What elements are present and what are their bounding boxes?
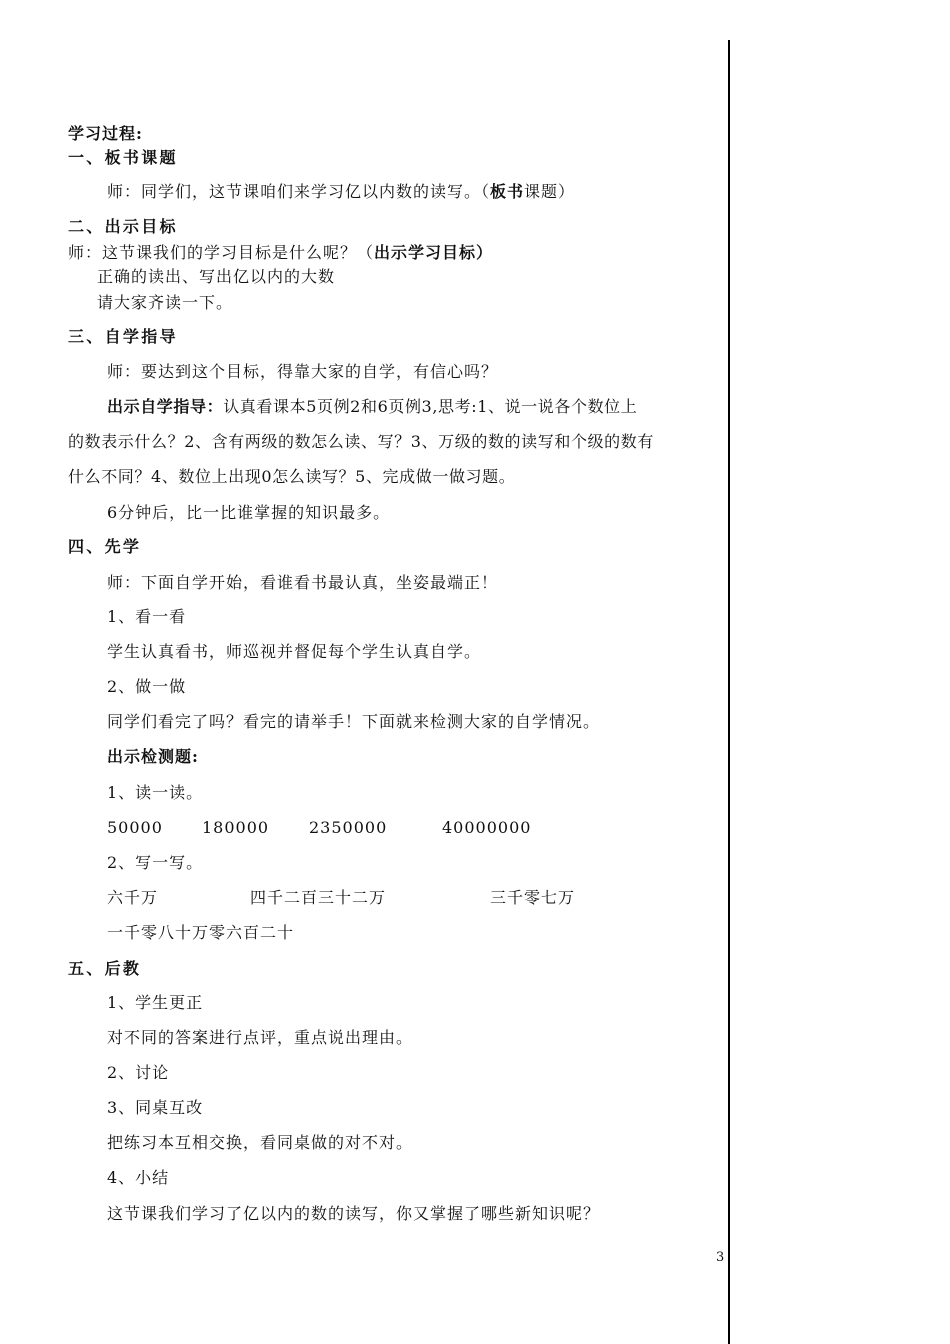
s3-guide-line-2: 的数表示什么？2、含有两级的数怎么读、写？3、万级的数的读写和个级的数有 [68, 432, 654, 451]
s4-write-task: 2、写一写。 [107, 853, 204, 872]
process-title: 学习过程: [68, 124, 143, 143]
number-item: 40000000 [442, 818, 532, 837]
s5-step-1: 1、学生更正 [107, 993, 204, 1012]
s5-step-3-desc: 把练习本互相交换，看同桌做的对不对。 [107, 1133, 414, 1152]
number-item: 2350000 [309, 818, 388, 837]
margin-rule [728, 40, 730, 1344]
section-5-heading: 五、后教 [68, 959, 142, 978]
s4-show-test: 出示检测题: [107, 747, 199, 766]
s4-step-2-desc: 同学们看完了吗？看完的请举手！下面就来检测大家的自学情况。 [107, 712, 601, 731]
section-2-heading: 二、出示目标 [68, 217, 178, 236]
word-item: 六千万 [107, 888, 159, 907]
page-number: 3 [716, 1250, 725, 1265]
s4-teacher-line: 师：下面自学开始，看谁看书最认真，坐姿最端正！ [107, 573, 499, 592]
s5-step-4-desc: 这节课我们学习了亿以内的数的读写，你又掌握了哪些新知识呢？ [107, 1204, 601, 1223]
s4-step-2: 2、做一做 [107, 677, 187, 696]
section-3-heading: 三、自学指导 [68, 327, 178, 346]
number-item: 180000 [202, 818, 270, 837]
s3-timing: 6分钟后，比一比谁掌握的知识最多。 [107, 503, 391, 522]
s5-step-1-desc: 对不同的答案进行点评，重点说出理由。 [107, 1028, 414, 1047]
s3-teacher-line: 师：要达到这个目标，得靠大家的自学，有信心吗？ [107, 362, 499, 381]
word-item-last: 一千零八十万零六百二十 [107, 923, 295, 942]
word-item: 四千二百三十二万 [250, 888, 387, 907]
section-4-heading: 四、先学 [68, 537, 142, 556]
s5-step-3: 3、同桌互改 [107, 1098, 204, 1117]
number-item: 50000 [107, 818, 163, 837]
s2-read-together: 请大家齐读一下。 [97, 293, 234, 312]
s2-question: 师：这节课我们的学习目标是什么呢？（出示学习目标） [68, 243, 494, 262]
s1-teacher-line: 师：同学们，这节课咱们来学习亿以内数的读写。（板书课题） [107, 182, 576, 201]
section-1-heading: 一、板书课题 [68, 148, 178, 167]
s2-goal: 正确的读出、写出亿以内的大数 [97, 267, 336, 286]
s4-step-1-desc: 学生认真看书，师巡视并督促每个学生认真自学。 [107, 642, 482, 661]
s3-guide-line-3: 什么不同？4、数位上出现0怎么读写？5、完成做一做习题。 [68, 467, 516, 486]
s5-step-2: 2、讨论 [107, 1063, 170, 1082]
word-item: 三千零七万 [490, 888, 576, 907]
s5-step-4: 4、小结 [107, 1168, 170, 1187]
s3-guide-line-1: 出示自学指导：认真看课本5页例2和6页例3,思考:1、说一说各个数位上 [107, 397, 638, 416]
s4-step-1: 1、看一看 [107, 607, 187, 626]
s4-read-task: 1、读一读。 [107, 783, 204, 802]
